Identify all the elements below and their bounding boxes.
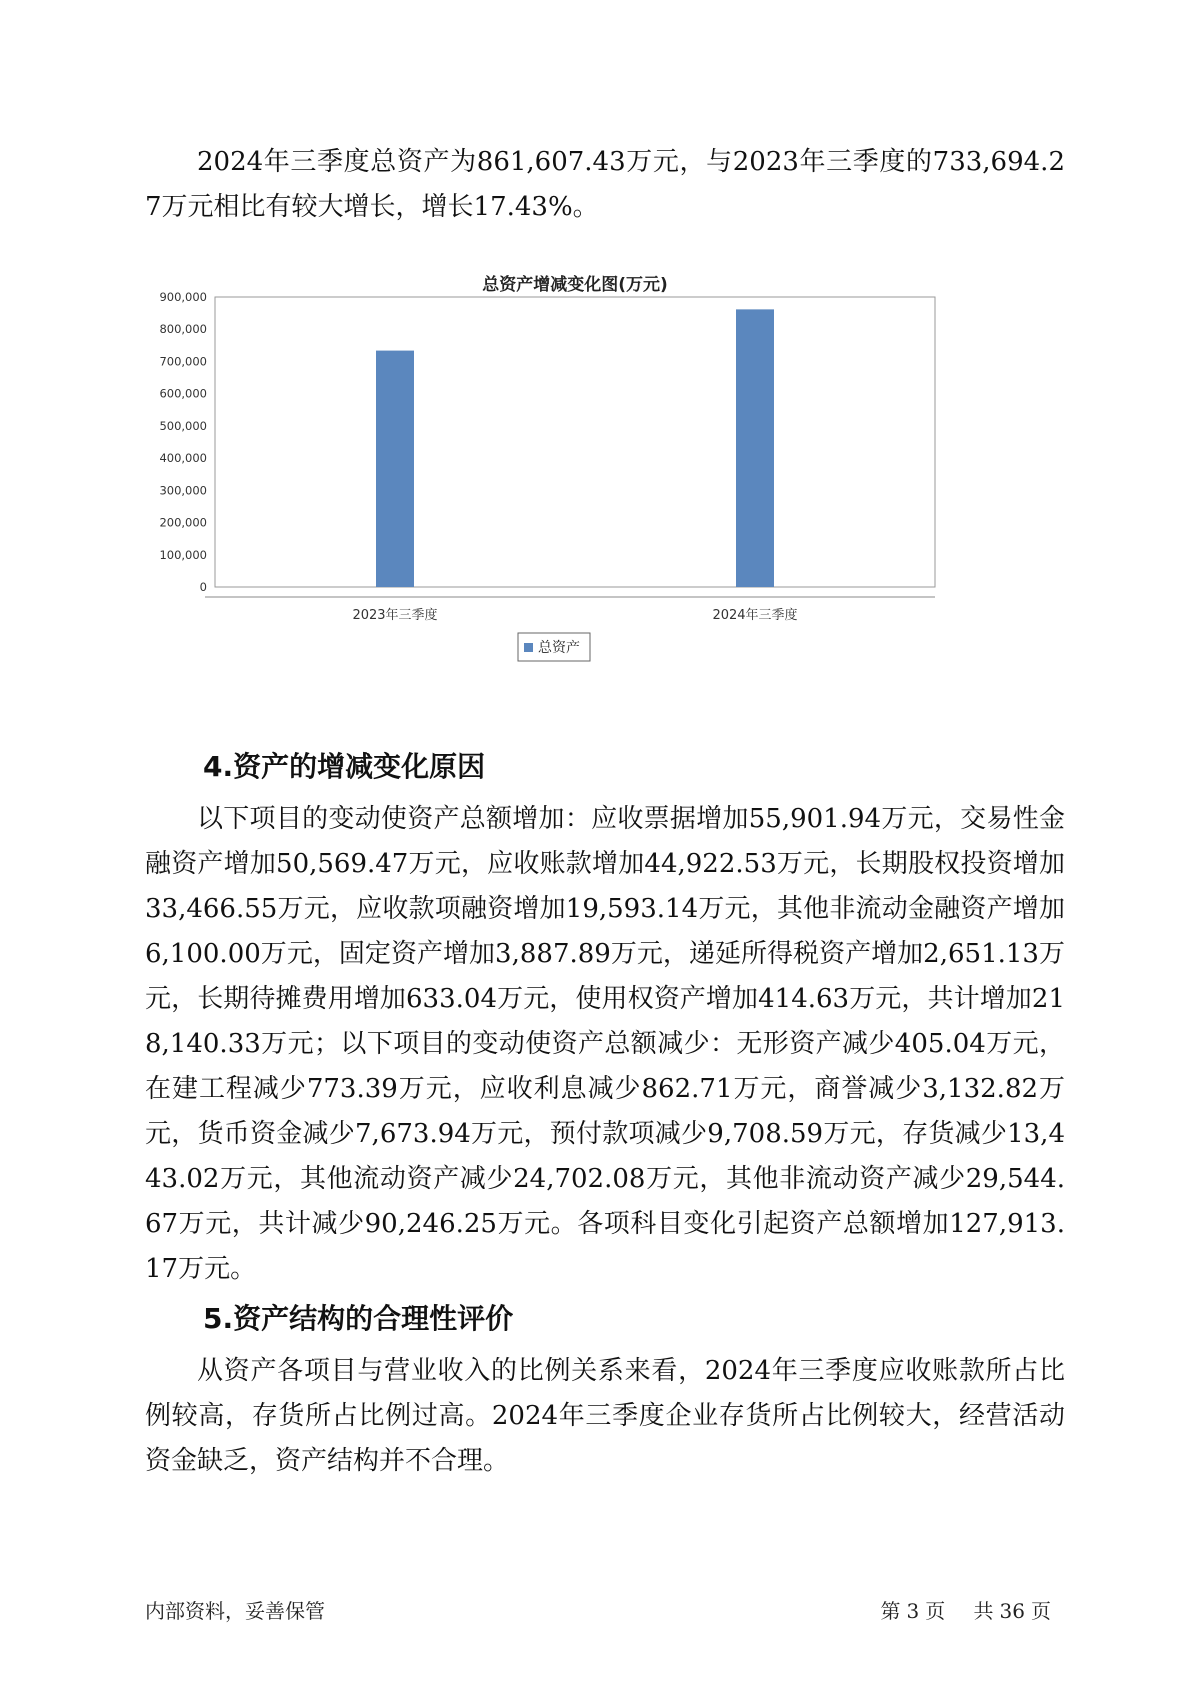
asset-structure-paragraph: 从资产各项目与营业收入的比例关系来看，2024年三季度应收账款所占比例较高，存货所占比例过高。2024年三季度企业存货所占比例较大，经营活动资金缺乏，资产结构并不合理。 bbox=[145, 1356, 1065, 1476]
total-prefix: 共 bbox=[973, 1599, 994, 1623]
chart-svg bbox=[140, 270, 1020, 710]
footer-confidential-note: 内部资料，妥善保管 bbox=[145, 1599, 325, 1623]
y-tick-label: 600,000 bbox=[159, 386, 207, 401]
total-assets-chart bbox=[140, 270, 1020, 710]
asset-changes-paragraph: 以下项目的变动使资产总额增加：应收票据增加55,901.94万元，交易性金融资产增加50,569.47万元，应收账款增加44,922.53万元，长期股权投资增加33,466.55万元，应收款项融资增加19,593.14万元，其他非流动金融资产增加6,100.00万元，固定资产增加3,887.89万元，递延所得税资产增加2,651.13万元，长期待摊费用增加633.04万元，使用权资产增加414.63万元，共计增加218,140.33万元；以下项目的变动使资产总额减少：无形资产减少405.04万元，在建工程减少773.39万元，应收利息减少862.71万元，商誉减少3,132.82万元，货币资金减少7,673.94万元，预付款项减少9,708.59万元，存货减少13,443.02万元，其他流动资产减少24,702.08万元，其他非流动资产减少29,544.67万元，共计减少90,246.25万元。各项科目变化引起资产总额增加127,913.17万元。 bbox=[145, 804, 1065, 1284]
y-tick-label: 400,000 bbox=[159, 451, 207, 466]
y-tick-label: 900,000 bbox=[159, 290, 207, 304]
page-prefix: 第 bbox=[880, 1599, 901, 1623]
x-category-label: 2023年三季度 bbox=[352, 608, 438, 623]
section-heading-4: 4.资产的增减变化原因 bbox=[203, 750, 486, 783]
legend-swatch bbox=[524, 643, 533, 652]
y-tick-label: 200,000 bbox=[159, 515, 207, 530]
page-number: 3 bbox=[906, 1599, 920, 1623]
y-tick-label: 0 bbox=[199, 580, 207, 594]
plot-frame bbox=[215, 297, 935, 587]
y-tick-label: 300,000 bbox=[159, 483, 207, 498]
bar bbox=[376, 351, 414, 587]
legend-label: 总资产 bbox=[538, 640, 580, 656]
y-tick-label: 800,000 bbox=[159, 322, 207, 337]
total-suffix: 页 bbox=[1031, 1599, 1051, 1623]
page-suffix: 页 bbox=[925, 1599, 946, 1623]
x-category-label: 2024年三季度 bbox=[712, 608, 798, 623]
y-tick-label: 100,000 bbox=[159, 547, 207, 562]
y-tick-label: 500,000 bbox=[159, 418, 207, 433]
y-tick-label: 700,000 bbox=[159, 354, 207, 369]
chart-legend bbox=[518, 633, 590, 661]
intro-paragraph: 2024年三季度总资产为861,607.43万元，与2023年三季度的733,694.27万元相比有较大增长，增长17.43%。 bbox=[145, 147, 1065, 222]
chart-title: 总资产增减变化图(万元) bbox=[482, 275, 668, 295]
section-heading-5: 5.资产结构的合理性评价 bbox=[203, 1302, 514, 1335]
footer-page-indicator bbox=[874, 1595, 1051, 1624]
bar bbox=[736, 309, 774, 587]
chart-axes bbox=[205, 297, 935, 597]
total-pages: 36 bbox=[999, 1599, 1025, 1623]
